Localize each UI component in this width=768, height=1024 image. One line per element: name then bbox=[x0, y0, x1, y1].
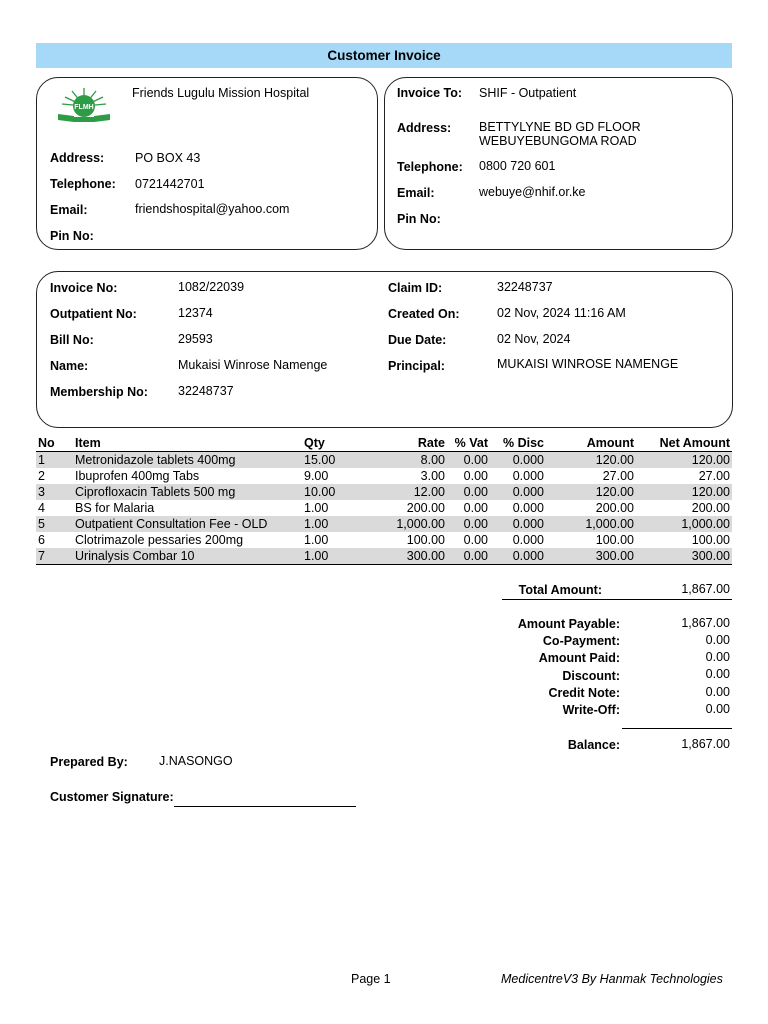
claim-id: 32248737 bbox=[497, 280, 553, 294]
hospital-telephone-label: Telephone: bbox=[50, 177, 116, 191]
row-rate: 1,000.00 bbox=[377, 516, 447, 532]
row-rate: 8.00 bbox=[377, 452, 447, 469]
amount-paid: 0.00 bbox=[705, 650, 730, 664]
write-off-label: Write-Off: bbox=[562, 703, 620, 717]
claim-id-label: Claim ID: bbox=[388, 281, 443, 295]
invoice-no-label: Invoice No: bbox=[50, 281, 118, 295]
outpatient-no: 12374 bbox=[178, 306, 213, 320]
row-qty: 1.00 bbox=[304, 501, 329, 515]
row-no: 5 bbox=[36, 516, 73, 532]
row-no: 7 bbox=[36, 548, 73, 565]
row-vat: 0.00 bbox=[463, 533, 488, 547]
col-net-header: Net Amount bbox=[636, 434, 732, 452]
row-vat: 0.00 bbox=[463, 501, 488, 515]
invoice-to-telephone-label: Telephone: bbox=[397, 160, 463, 174]
membership-no: 32248737 bbox=[178, 384, 234, 398]
row-disc: 0.000 bbox=[512, 533, 544, 547]
bill-no: 29593 bbox=[178, 332, 213, 346]
hospital-email-label: Email: bbox=[50, 203, 88, 217]
row-net: 27.00 bbox=[698, 469, 730, 483]
row-amount: 27.00 bbox=[602, 469, 634, 483]
row-vat: 0.00 bbox=[447, 484, 490, 500]
amount-payable: 1,867.00 bbox=[681, 616, 730, 630]
invoice-title: Customer Invoice bbox=[36, 43, 732, 68]
discount: 0.00 bbox=[705, 667, 730, 681]
row-amount: 100.00 bbox=[595, 533, 634, 547]
invoice-no: 1082/22039 bbox=[178, 280, 245, 294]
credit-note-label: Credit Note: bbox=[548, 686, 620, 700]
row-amount: 300.00 bbox=[546, 548, 636, 565]
logo-text: FLMH bbox=[74, 104, 94, 111]
signature-line bbox=[174, 806, 356, 807]
row-disc: 0.000 bbox=[512, 501, 544, 515]
credit-note: 0.00 bbox=[705, 685, 730, 699]
row-vat: 0.00 bbox=[447, 452, 490, 469]
row-item: Metronidazole tablets 400mg bbox=[73, 452, 302, 469]
hospital-email: friendshospital@yahoo.com bbox=[135, 202, 290, 216]
invoice-to-pin-label: Pin No: bbox=[397, 212, 441, 226]
hospital-address: PO BOX 43 bbox=[135, 151, 201, 165]
row-item: Urinalysis Combar 10 bbox=[73, 548, 302, 565]
prepared-by-label: Prepared By: bbox=[50, 755, 128, 769]
row-qty: 1.00 bbox=[302, 516, 377, 532]
row-net: 1,000.00 bbox=[636, 516, 732, 532]
hospital-telephone: 0721442701 bbox=[135, 177, 205, 191]
total-amount-label: Total Amount: bbox=[518, 583, 602, 597]
row-rate: 12.00 bbox=[377, 484, 447, 500]
row-no: 1 bbox=[36, 452, 73, 469]
table-row bbox=[36, 532, 732, 548]
hospital-name: Friends Lugulu Mission Hospital bbox=[132, 86, 310, 100]
membership-no-label: Membership No: bbox=[50, 385, 148, 399]
col-disc-header: % Disc bbox=[490, 434, 546, 452]
balance-label: Balance: bbox=[567, 738, 620, 752]
row-no: 6 bbox=[38, 533, 45, 547]
row-rate: 3.00 bbox=[420, 469, 445, 483]
hospital-logo bbox=[56, 84, 112, 126]
row-amount: 200.00 bbox=[595, 501, 634, 515]
total-divider bbox=[502, 599, 732, 600]
co-payment: 0.00 bbox=[705, 633, 730, 647]
col-item-header: Item bbox=[73, 434, 302, 452]
col-rate-header: Rate bbox=[377, 434, 447, 452]
row-qty: 1.00 bbox=[304, 533, 329, 547]
footer-brand: MedicentreV3 By Hanmak Technologies bbox=[501, 972, 723, 986]
patient-name: Mukaisi Winrose Namenge bbox=[178, 358, 328, 372]
col-vat-header: % Vat bbox=[447, 434, 490, 452]
row-net: 200.00 bbox=[691, 501, 730, 515]
principal: MUKAISI WINROSE NAMENGE bbox=[497, 357, 679, 371]
row-no: 3 bbox=[36, 484, 73, 500]
table-row bbox=[36, 484, 732, 500]
table-row bbox=[36, 468, 732, 484]
invoice-to-label: Invoice To: bbox=[397, 86, 463, 100]
col-qty-header: Qty bbox=[302, 434, 377, 452]
row-net: 120.00 bbox=[636, 484, 732, 500]
invoice-details-box bbox=[36, 271, 733, 428]
created-on: 02 Nov, 2024 11:16 AM bbox=[497, 306, 626, 320]
created-on-label: Created On: bbox=[388, 307, 460, 321]
outpatient-no-label: Outpatient No: bbox=[50, 307, 137, 321]
row-disc: 0.000 bbox=[490, 452, 546, 469]
row-amount: 120.00 bbox=[546, 452, 636, 469]
write-off: 0.00 bbox=[705, 702, 730, 716]
page-number: Page 1 bbox=[351, 972, 391, 986]
row-vat: 0.00 bbox=[447, 548, 490, 565]
bill-no-label: Bill No: bbox=[50, 333, 94, 347]
total-amount: 1,867.00 bbox=[681, 582, 730, 596]
amount-paid-label: Amount Paid: bbox=[538, 651, 620, 665]
patient-name-label: Name: bbox=[50, 359, 89, 373]
row-no: 2 bbox=[38, 469, 45, 483]
col-amount-header: Amount bbox=[546, 434, 636, 452]
table-row bbox=[36, 452, 732, 469]
row-vat: 0.00 bbox=[447, 516, 490, 532]
row-item: BS for Malaria bbox=[75, 501, 155, 515]
invoice-to-telephone: 0800 720 601 bbox=[479, 159, 556, 173]
row-amount: 1,000.00 bbox=[546, 516, 636, 532]
prepared-by: J.NASONGO bbox=[159, 754, 233, 768]
row-disc: 0.000 bbox=[490, 484, 546, 500]
due-date: 02 Nov, 2024 bbox=[497, 332, 571, 346]
table-row bbox=[36, 548, 732, 565]
col-no-header: No bbox=[36, 434, 73, 452]
row-item: Outpatient Consultation Fee - OLD bbox=[73, 516, 302, 532]
row-vat: 0.00 bbox=[463, 469, 488, 483]
invoice-to-address-line2: WEBUYEBUNGOMA ROAD bbox=[479, 134, 637, 148]
balance-divider bbox=[622, 728, 732, 729]
row-net: 100.00 bbox=[691, 533, 730, 547]
discount-label: Discount: bbox=[562, 669, 620, 683]
due-date-label: Due Date: bbox=[388, 333, 447, 347]
table-header-row bbox=[36, 434, 732, 452]
row-item: Clotrimazole pessaries 200mg bbox=[75, 533, 244, 547]
row-rate: 100.00 bbox=[406, 533, 445, 547]
row-no: 4 bbox=[38, 501, 45, 515]
row-qty: 9.00 bbox=[304, 469, 329, 483]
row-qty: 15.00 bbox=[302, 452, 377, 469]
invoice-to-value: SHIF - Outpatient bbox=[479, 86, 577, 100]
invoice-to-email-label: Email: bbox=[397, 186, 435, 200]
invoice-to-address-label: Address: bbox=[397, 121, 452, 135]
row-net: 120.00 bbox=[636, 452, 732, 469]
table-row bbox=[36, 500, 732, 516]
row-qty: 1.00 bbox=[302, 548, 377, 565]
balance: 1,867.00 bbox=[681, 737, 730, 751]
hospital-pin-label: Pin No: bbox=[50, 229, 94, 243]
invoice-to-address-line1: BETTYLYNE BD GD FLOOR bbox=[479, 120, 641, 134]
row-item: Ibuprofen 400mg Tabs bbox=[75, 469, 200, 483]
invoice-to-email: webuye@nhif.or.ke bbox=[479, 185, 586, 199]
row-qty: 10.00 bbox=[302, 484, 377, 500]
row-rate: 200.00 bbox=[406, 501, 445, 515]
row-rate: 300.00 bbox=[377, 548, 447, 565]
row-disc: 0.000 bbox=[490, 548, 546, 565]
amount-payable-label: Amount Payable: bbox=[517, 617, 620, 631]
table-row bbox=[36, 516, 732, 532]
row-amount: 120.00 bbox=[546, 484, 636, 500]
items-table bbox=[36, 434, 732, 565]
row-net: 300.00 bbox=[636, 548, 732, 565]
row-disc: 0.000 bbox=[490, 516, 546, 532]
co-payment-label: Co-Payment: bbox=[542, 634, 620, 648]
customer-signature-label: Customer Signature: bbox=[50, 790, 174, 804]
row-disc: 0.000 bbox=[512, 469, 544, 483]
hospital-address-label: Address: bbox=[50, 151, 105, 165]
principal-label: Principal: bbox=[388, 359, 445, 373]
row-item: Ciprofloxacin Tablets 500 mg bbox=[73, 484, 302, 500]
